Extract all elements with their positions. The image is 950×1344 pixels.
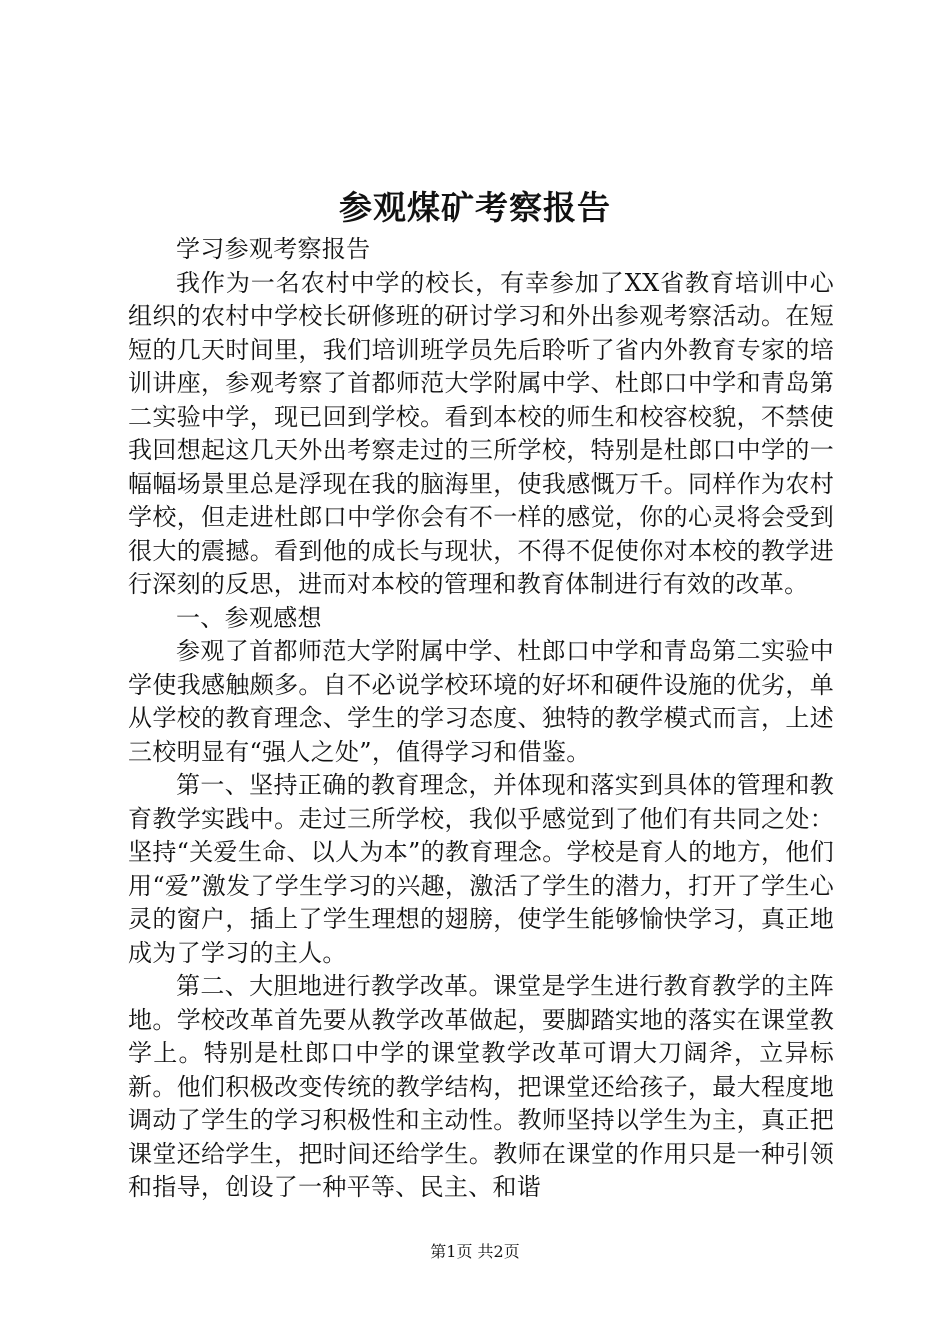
document-body [128,233,834,1205]
paragraph-point-one: 第一、坚持正确的教育理念，并体现和落实到具体的管理和教育教学实践中。走过三所学校，我似乎感觉到了他们有共同之处：坚持“关爱生命、以人为本”的教育理念。学校是育人的地方，他们用“爱”激发了学生学习的兴趣，激活了学生的潜力，打开了学生心灵的窗户，插上了学生理想的翅膀，使学生能够愉快学习，真正地成为了学习的主人。 [128,771,834,967]
paragraph-point-two: 第二、大胆地进行教学改革。课堂是学生进行教育教学的主阵地。学校改革首先要从教学改革做起，要脚踏实地的落实在课堂教学上。特别是杜郎口中学的课堂教学改革可谓大刀阔斧，立异标新。他们积极改变传统的教学结构，把课堂还给孩子，最大程度地调动了学生的学习积极性和主动性。教师坚持以学生为主，真正把课堂还给学生，把时间还给学生。教师在课堂的作用只是一种引领和指导，创设了一种平等、民主、和谐 [128,972,834,1201]
paragraph-intro: 我作为一名农村中学的校长，有幸参加了XX省教育培训中心组织的农村中学校长研修班的研讨学习和外出参观考察活动。在短短的几天时间里，我们培训班学员先后聆听了省内外教育专家的培训讲座，参观考察了首都师范大学附属中学、杜郎口中学和青岛第二实验中学，现已回到学校。看到本校的师生和校容校貌，不禁使我回想起这几天外出考察走过的三所学校，特别是杜郎口中学的一幅幅场景里总是浮现在我的脑海里，使我感慨万千。同样作为农村学校，但走进杜郎口中学你会有不一样的感觉，你的心灵将会受到很大的震撼。看到他的成长与现状，不得不促使你对本校的教学进行深刻的反思，进而对本校的管理和教育体制进行有效的改革。 [128,268,834,598]
page-number: 第1页 共2页 [430,1242,520,1261]
paragraph-impressions: 参观了首都师范大学附属中学、杜郎口中学和青岛第二实验中学使我感触颇多。自不必说学校环境的好坏和硬件设施的优劣，单从学校的教育理念、学生的学习态度、独特的教学模式而言，上述三校明显有“强人之处”，值得学习和借鉴。 [128,637,834,766]
document-title: 参观煤矿考察报告 [339,188,611,227]
section-heading: 一、参观感想 [176,603,322,632]
paragraph-subtitle: 学习参观考察报告 [176,235,371,263]
